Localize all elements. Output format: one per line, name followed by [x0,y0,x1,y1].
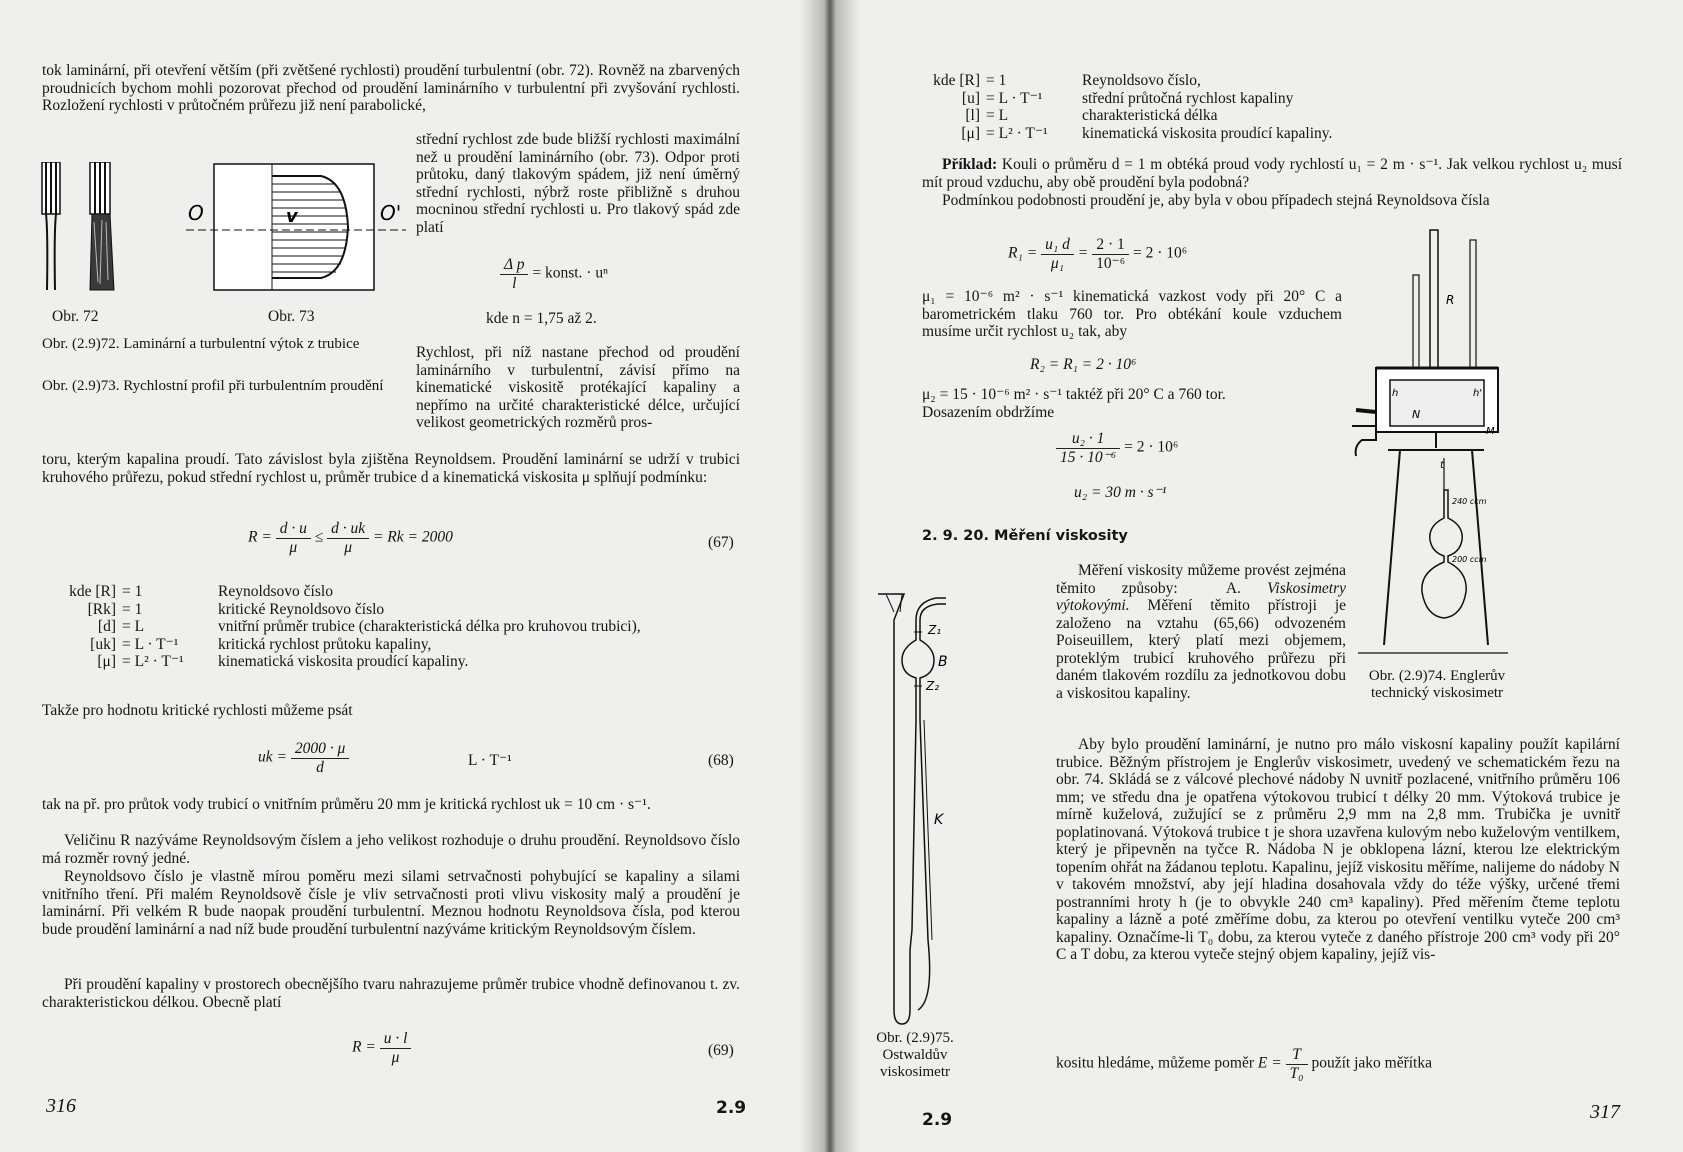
definition-row [922,107,1542,125]
paragraph-column-2: Rychlost, při níž nastane přechod od proudění laminárního v turbulentní, závisí přímo na kinematické viskositě protékající kapaliny a nepřímo na určité charakteristické délce, určující velikost geometrických rozměrů pros- [416,344,740,431]
definition-kde: kde [R] [933,72,980,89]
section-marker-left: 2.9 [716,1098,747,1118]
definition-row [922,125,1542,143]
definitions-table-left [42,583,742,671]
figure-73-label-o: O [188,201,204,225]
page-number-right: 317 [1590,1101,1620,1123]
fig74-label-200: 200 ccm [1452,555,1487,564]
eq68-num: 2000 · μ [291,740,349,759]
definition-desc: Reynoldsovo číslo [218,583,333,600]
equation-67 [248,520,453,556]
equation-68-unit: L · T⁻¹ [468,752,512,769]
right-page [860,0,1683,1152]
definition-eq: = L [986,107,1009,124]
eq67-f1-den: μ [289,538,298,556]
definition-eq: = L · T⁻¹ [986,89,1043,107]
method-a-title: Viskosimetry výtokovými. [1056,579,1346,614]
definition-row [42,636,742,654]
definition-desc: střední průtočná rychlost kapaliny [1082,89,1294,107]
paragraph-example-water: tak na př. pro průtok vody trubicí o vnitřním průměru 20 mm je kritická rychlost uk = 10 cm · s⁻¹. [42,796,651,813]
method-a-text: Měření těmito přístroji je založeno na vztahu (65,66) odvozeném Poiseuillem, který platí mezi objemem, proteklým trubicí kruhového průřezu při daném tlakovém rozdílu za jednotkovou dobu a viskositou kapaliny. [1056,597,1347,702]
eq67-f2-den: μ [344,538,352,556]
fig75-label-z1: Z₁ [928,623,942,637]
definition-eq: = L · T⁻¹ [122,635,179,653]
paragraph-general: Při proudění kapaliny v prostorech obecnějšího tvaru nahrazujeme průměr trubice vhodně definovanou t. zv. charakteristickou délkou. Obecně platí [42,976,740,1011]
eqr1-f2-den: 10⁻⁶ [1096,254,1126,272]
eqr1-eq: = [1077,244,1089,262]
equation-pressure [500,256,608,292]
figure-75-ostwald [864,590,974,1030]
book-gutter [800,0,860,1152]
eqr1-rhs: = 2 · 10⁶ [1133,244,1188,262]
eqr1-f2-num: 2 · 1 [1092,236,1129,255]
equation-u2 [1056,430,1178,466]
ratio-lhs: E = [1257,1054,1282,1072]
method-a-label: A. [1225,579,1241,597]
equ2-num: u₂ · 1 [1056,430,1120,449]
substitution-text: Dosazením obdržíme [922,404,1055,421]
equation-r1 [1008,236,1187,272]
last-line-start: kositu hledáme, můžeme poměr [1056,1054,1254,1072]
where-n: kde n = 1,75 až 2. [486,310,597,327]
paragraph-reynolds-ratio: Reynoldsovo číslo je vlastně mírou poměru mezi silami setrvačnosti pohybující se kapaliny a silami vnitřního tření. Při malém Reynoldsově čísle je vliv setrvačnosti proti vlivu viskosity malý a proudění je laminární. Při velkém R bude naopak proudění turbulentní. Meznou hodnotu Reynoldsova čísla, pod kterou bude proudění laminární a nad níž bude proudění turbulentní nazýváme kritickým Reynoldsovým číslem. [42,868,740,938]
fig74-label-h-prime: h' [1473,388,1483,399]
example-paragraph [922,156,1622,191]
definition-kde: [Rk] [87,600,116,618]
fig75-label-z2: Z₂ [926,679,940,693]
equation-68-number: (68) [708,752,734,769]
fig75-label-k: K [934,812,944,828]
eq69-den: μ [391,1048,400,1066]
definition-eq: = L² · T⁻¹ [122,653,184,670]
eq69-lhs: R = [352,1038,376,1056]
definition-kde: [μ] [97,653,116,670]
paragraph-reynolds-number: Veličinu R nazýváme Reynoldsovým číslem a jeho velikost rozhoduje o druhu proudění. Reynoldsovo číslo má rozměr rovný jedné. [42,832,740,867]
water-viscosity-text: μ₁ = 10⁻⁶ m² · s⁻¹ kinematická vazkost vody při 20° C a barometrickém tlaku 760 tor. Pro obtékání koule vzduchem musíme určit rychlost u₂ tak, aby [922,288,1342,340]
definition-row [42,601,742,619]
definition-row [922,90,1542,108]
eq-pressure-num: Δ p [500,256,528,275]
equation-r2: R₂ = R₁ = 2 · 10⁶ [1030,356,1137,373]
air-viscosity-text: μ₂ = 15 · 10⁻⁶ m² · s⁻¹ taktéž při 20° C a 760 tor. [922,386,1226,403]
intro-text: Měření viskosity můžeme provést zejména těmito způsoby: [1056,562,1346,597]
eq68-den: d [316,758,324,776]
left-page [0,0,800,1152]
eq-pressure-den: l [512,274,517,292]
figure-73-label-v: v [286,206,298,227]
caption-74: Obr. (2.9)74. Englerův technický viskosimetr [1368,668,1506,701]
definition-kde: [uk] [90,635,116,653]
eq67-le: ≤ [314,528,324,546]
paragraph-reynolds: toru, kterým kapalina proudí. Tato závislost byla zjištěna Reynoldsem. Proudění laminární se udrží v trubici kruhového průřezu, pokud střední rychlost u, průměr trubice d a kinematická viskosita μ splňují podmínku: [42,451,740,486]
definition-kde: kde [R] [69,583,116,600]
definition-eq: = L² · T⁻¹ [986,124,1048,142]
eq68-lhs: uk = [258,748,287,766]
eqr1-lhs: R₁ = [1008,244,1038,262]
definition-desc: kinematická viskosita proudící kapaliny. [1082,124,1333,142]
definition-kde: [d] [97,618,116,635]
engler-paragraph: Aby bylo proudění laminární, je nutno pro málo viskosní kapaliny použít kapilární trubice. Běžným přístrojem je Englerův viskosimetr, uvedený ve schematickém řezu na obr. 74. Skládá se z válcové plechové nádoby N uvnitř pozlacené, vnitřního průměru 106 mm; ve středu dna je opatřena výtokovou trubicí t délky 20 mm. Výtoková trubice je mírně kuželová, zužující se z průměru 2,9 mm na 2,8 mm. Trubička je uvnitř poplatinovaná. Výtoková trubice t je shora uzavřena kulovým nebo kuželovým ventilkem, který je připevněn na tyčce R. Nádoba N je obklopena lázní, kterou lze elektrickým topením ohřát na žádanou teplotu. Kapalinu, jejíž viskositu měříme, nalijeme do nádoby N v takovém množství, aby její hladina dosahovala vždy do téže výšky, určené třemi postranními hroty h (je to obvykle 240 cm³ kapaliny). Před měřením čteme teplotu kapaliny a lázně a poté změříme dobu, za kterou po otevření ventilku vyteče 200 cm³ kapaliny. Označíme-li T₀ dobu, za kterou vyteče z daného přístroje 200 cm³ vody při 20° C a T dobu, za kterou vyteče stejný objem kapaliny, jejíž vis- [1056,736,1620,963]
similarity-condition: Podmínkou podobnosti proudění je, aby byla v obou případech stejná Reynoldsova čísla [942,192,1490,209]
definition-row [42,583,742,601]
figure-73-label: Obr. 73 [268,308,315,325]
definition-eq: = 1 [122,600,143,618]
eq69-num: u · l [380,1030,412,1049]
page-number-left: 316 [46,1095,76,1117]
definition-desc: kritické Reynoldsovo číslo [218,600,385,618]
definition-kde: [μ] [961,124,980,142]
eqr1-f1-den: μ₁ [1050,254,1065,272]
fig74-label-h: h [1392,388,1399,399]
eq67-rhs: = Rk = 2000 [372,528,453,546]
caption-75: Obr. (2.9)75. Ostwaldův viskosimetr [876,1030,954,1080]
equation-69-number: (69) [708,1042,734,1059]
definition-eq: = L [122,618,145,635]
definition-kde: [u] [961,89,980,107]
last-line [1056,1046,1620,1082]
paragraph-column-1: střední rychlost zde bude bližší rychlosti maximální než u proudění laminárního (obr. 73). Odpor proti průtoku, daný tlakovým spádem, již není úměrný střední rychlosti, nýbrž roste přibližně s druhou mocninou střední rychlosti u. Pro tlakový spád zde platí [416,131,740,236]
section-heading: 2. 9. 20. Měření viskosity [922,528,1128,544]
definition-eq: = 1 [986,72,1007,89]
section-marker-right: 2.9 [922,1110,953,1130]
equ2-rhs: = 2 · 10⁶ [1124,438,1179,456]
eqr1-f1-num: u₁ d [1041,236,1074,255]
definition-desc: kinematická viskosita proudící kapaliny. [218,653,469,670]
definition-eq: = 1 [122,583,143,600]
caption-73: Obr. (2.9)73. Rychlostní profil při turbulentním proudění [42,378,384,394]
definition-desc: vnitřní průměr trubice (charakteristická délka pro kruhovou trubici), [218,618,641,635]
equation-68 [258,740,349,776]
measurement-intro [1056,562,1346,702]
caption-72: Obr. (2.9)72. Laminární a turbulentní výtok z trubice [42,336,360,352]
example-label: Příklad: [942,156,998,173]
figure-72-label: Obr. 72 [52,308,99,325]
definitions-table-right [922,72,1542,142]
equation-69 [352,1030,411,1066]
fig75-label-b: B [938,654,948,670]
paragraph-critical: Takže pro hodnotu kritické rychlosti můžeme psát [42,702,353,719]
fig74-label-m: M [1486,426,1495,437]
result-u2: u₂ = 30 m · s⁻¹ [1074,484,1167,501]
eq67-f2-num: d · uk [327,520,369,539]
eq67-lhs: R = [248,528,272,546]
ratio-num: T [1286,1046,1308,1065]
definition-desc: Reynoldsovo číslo, [1082,72,1201,89]
fig74-label-r: R [1446,293,1455,307]
definition-kde: [l] [965,107,980,124]
definition-row [42,618,742,636]
eq67-f1-num: d · u [276,520,311,539]
definition-desc: kritická rychlost průtoku kapaliny, [218,635,432,653]
definition-row [922,72,1542,90]
ratio-den: T₀ [1289,1064,1304,1082]
eq-pressure-rhs: = konst. · uⁿ [532,264,608,282]
fig74-label-240: 240 ccm [1452,497,1487,506]
equ2-den: 15 · 10⁻⁶ [1060,448,1117,466]
fig74-label-t: t [1440,460,1444,471]
figure-73-velocity-profile [186,162,406,292]
definition-desc: charakteristická délka [1082,107,1218,124]
definition-row [42,653,742,671]
fig74-label-n: N [1412,408,1421,421]
last-line-end: použít jako měřítka [1311,1054,1432,1072]
equation-67-number: (67) [708,534,734,551]
figure-74-engler [1348,200,1518,660]
paragraph-intro: tok laminární, při otevření větším (při zvětšené rychlosti) proudění turbulentní (obr. 72). Rovněž na zbarvených proudnicích bychom mohli pozorovat přechod od proudění laminárního v turbulentní při zvyšování rychlosti. Rozložení rychlosti v průtočném průřezu již není parabolické, [42,62,740,114]
example-text: Kouli o průměru d = 1 m obtéká proud vody rychlostí u₁ = 2 m · s⁻¹. Jak velkou rychlost u₂ musí mít proud vzduchu, aby obě proudění byla podobná? [922,156,1623,191]
figure-73-label-o-prime: O' [380,201,402,225]
figure-72-tubes [36,162,126,292]
